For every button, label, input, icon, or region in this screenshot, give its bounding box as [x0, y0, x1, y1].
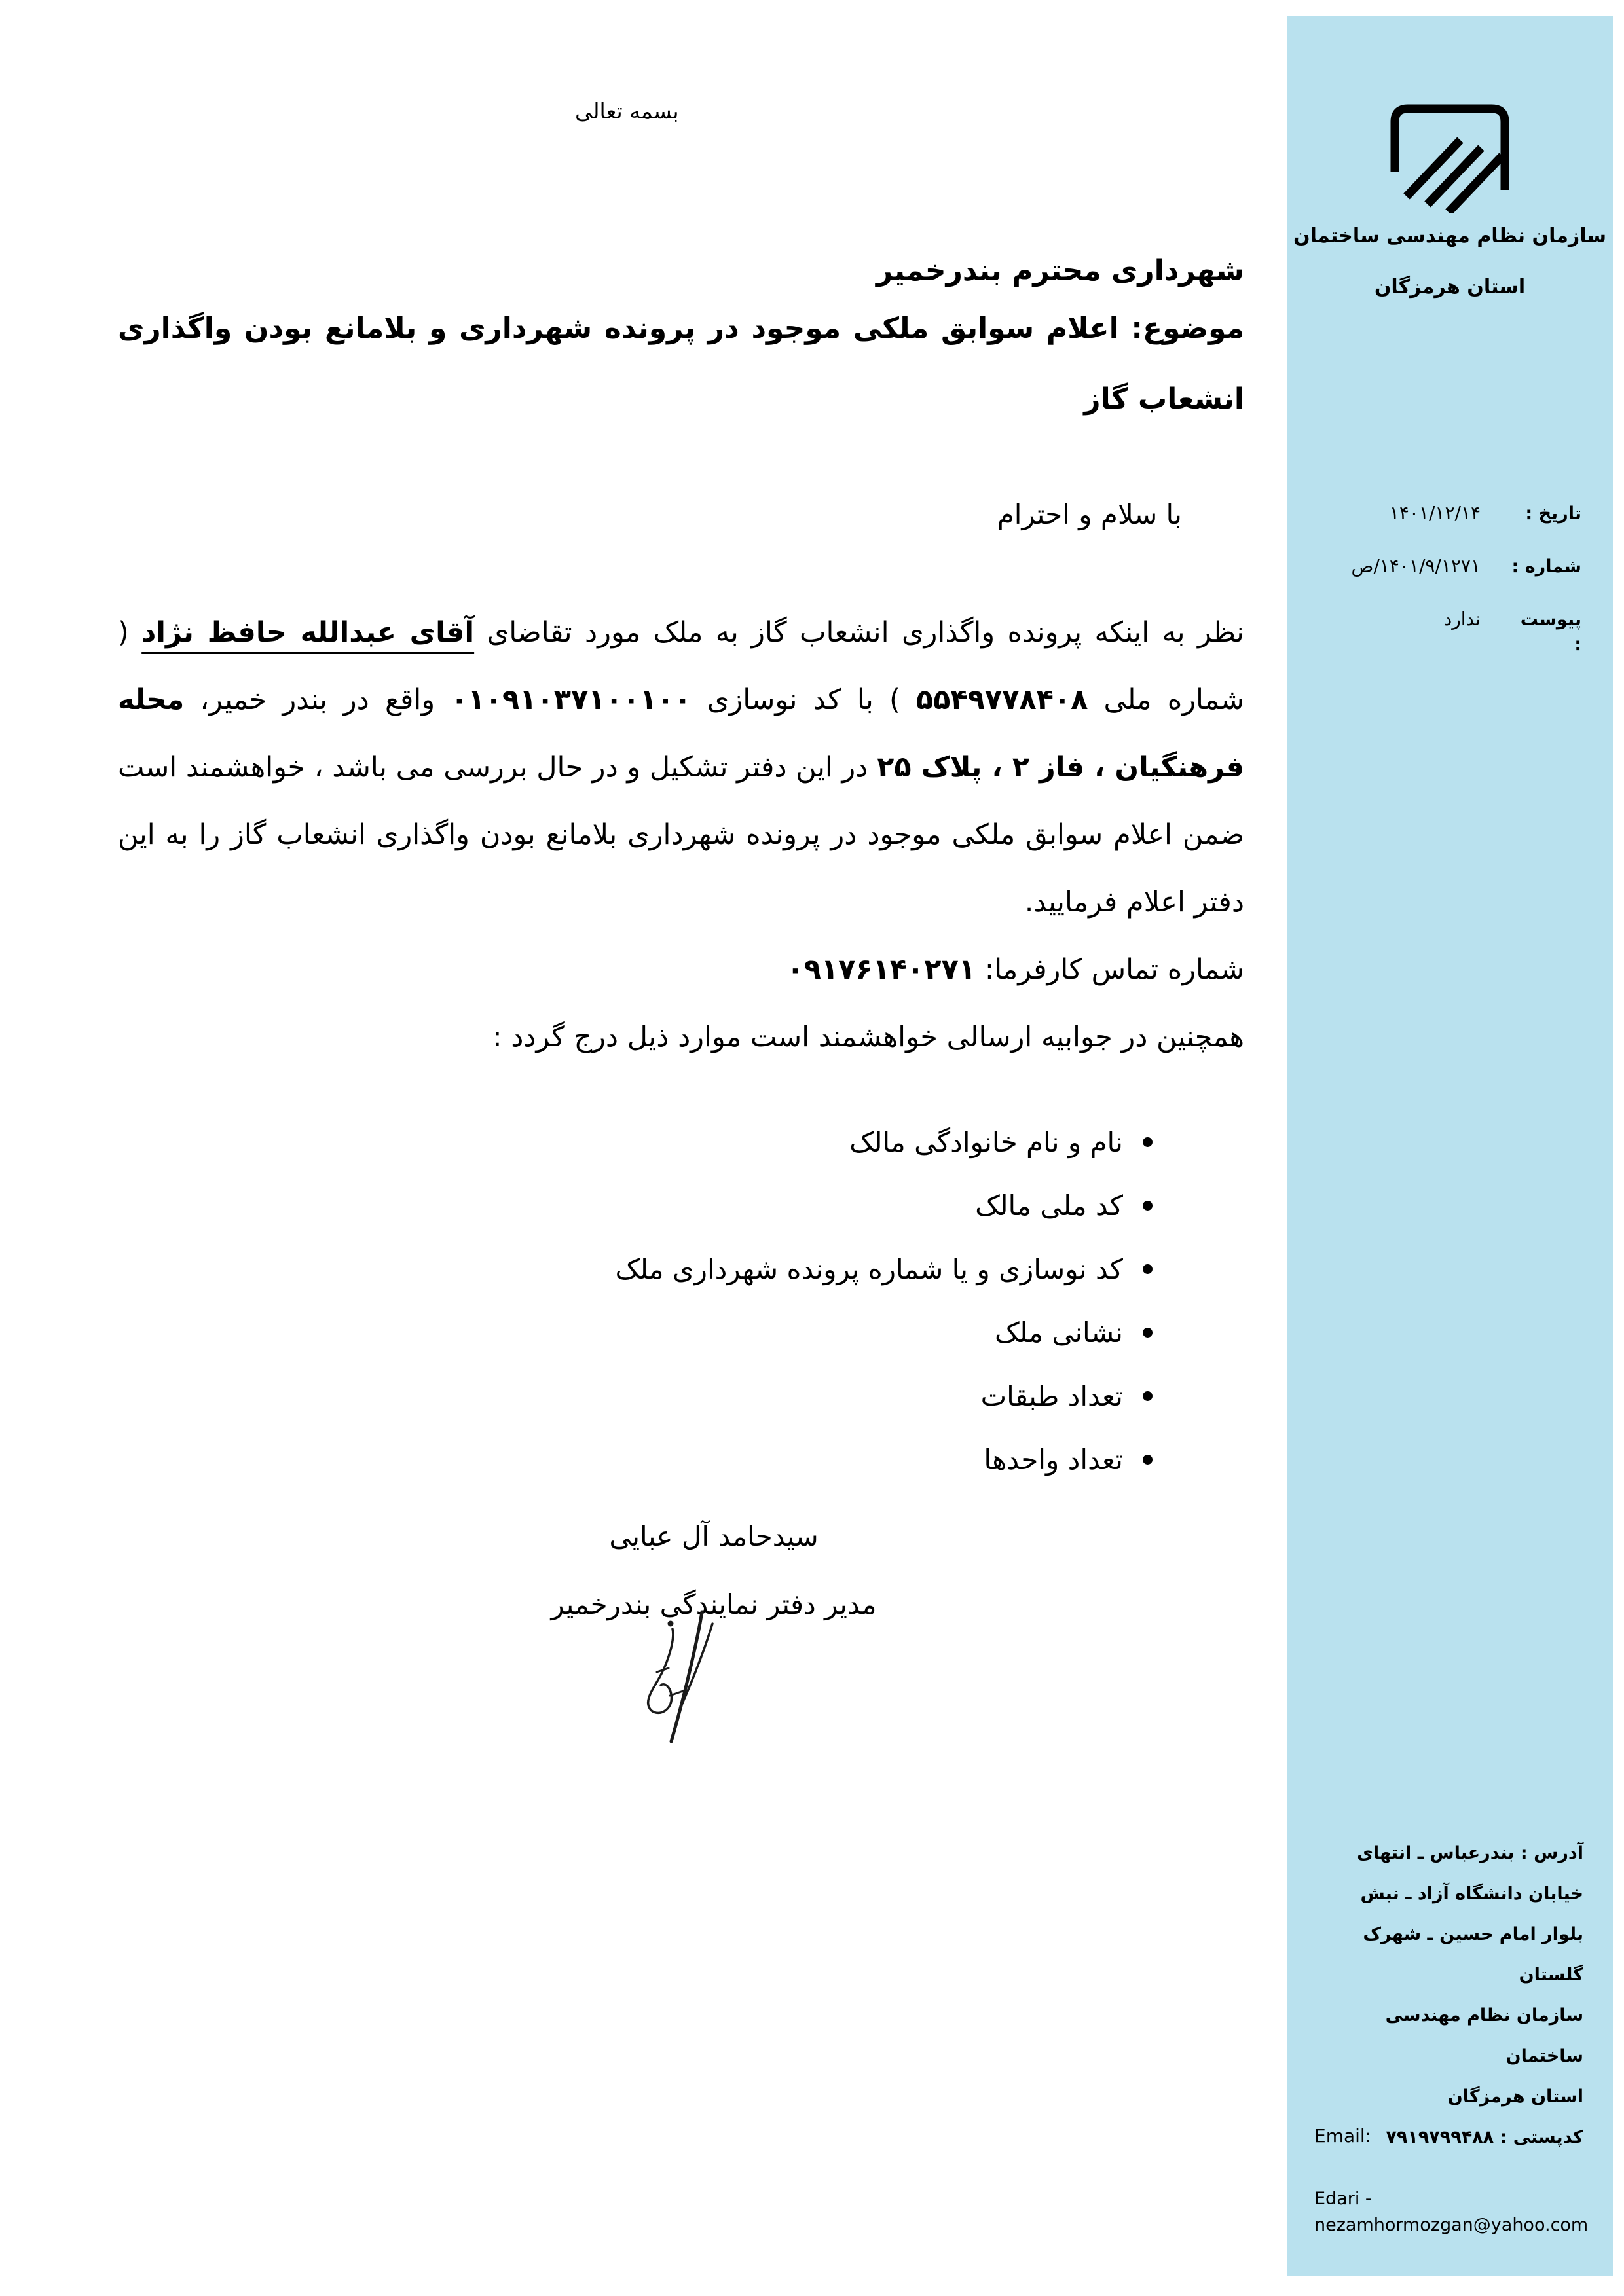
- contact-label: شماره تماس کارفرما:: [976, 953, 1244, 986]
- list-item: [118, 1237, 1153, 1301]
- bismillah-text: بسمه تعالی: [575, 98, 679, 124]
- applicant-name: آقای عبدالله حافظ نژاد: [141, 616, 475, 649]
- body-text-segment: ( شماره ملی: [118, 616, 1244, 716]
- body-text-segment: ) با کد نوسازی: [691, 683, 916, 716]
- address-line: استان هرمزگان: [1447, 2086, 1583, 2107]
- meta-value: ۱۴۰۱/۱۲/۱۴: [1389, 502, 1481, 524]
- list-item-label: نام و نام خانوادگی مالک: [849, 1126, 1123, 1158]
- meta-label: تاریخ :: [1525, 503, 1581, 524]
- address-block: [1287, 1833, 1613, 2158]
- meta-row: [1287, 554, 1613, 579]
- address-line: کدپستی : ۷۹۱۹۷۹۹۴۸۸: [1386, 2127, 1583, 2147]
- bullet-icon: [1143, 1201, 1153, 1211]
- signatory-title: مدیر دفتر نمایندگی بندرخمیر: [551, 1588, 877, 1620]
- address-line: آدرس : بندرعباس ـ انتهای: [1357, 1843, 1583, 1863]
- sidebar: [1287, 16, 1613, 2276]
- list-item-label: نشانی ملک: [995, 1317, 1123, 1349]
- address-line: گلستان: [1519, 1965, 1583, 1985]
- letter-meta: [1287, 501, 1613, 657]
- contact-line: [118, 936, 1244, 1004]
- body-text-segment: ۵۵۴۹۷۷۸۴۰۸: [915, 683, 1088, 716]
- meta-value: ندارد: [1443, 608, 1481, 630]
- bullet-icon: [1143, 1137, 1153, 1147]
- body-text-segment: واقع در بندر خمیر،: [184, 683, 451, 716]
- handwritten-signature-icon: [638, 1609, 724, 1743]
- list-item-label: تعداد واحدها: [984, 1444, 1123, 1476]
- meta-label: پیوست :: [1520, 610, 1581, 655]
- required-items-list: [118, 1110, 1153, 1491]
- email-value: Edari - nezamhormozgan@yahoo.com: [1314, 2189, 1589, 2235]
- body-text-segment: در این دفتر تشکیل و در حال بررسی می باشد ، خواهشمند است ضمن اعلام سوابق ملکی موجود در پرونده شهرداری بلامانع بودن واگذاری انشعاب گاز را به این دفتر اعلام فرمایید.: [118, 751, 1244, 919]
- bullet-icon: [1143, 1328, 1153, 1338]
- list-item: [118, 1174, 1153, 1237]
- address-line: بلوار امام حسین ـ شهرک: [1363, 1924, 1583, 1944]
- list-item: [118, 1428, 1153, 1491]
- meta-row: [1287, 501, 1613, 526]
- body-text-segment: محله فرهنگیان ، فاز ۲ ، پلاک ۲۵: [118, 683, 1244, 784]
- letter-text-flow: [118, 599, 1244, 1491]
- contact-number: ۰۹۱۷۶۱۴۰۲۷۱: [786, 953, 976, 986]
- list-item-label: کد نوسازی و یا شماره پرونده شهرداری ملک: [615, 1253, 1123, 1285]
- list-item: [118, 1364, 1153, 1428]
- request-line: همچنین در جوابیه ارسالی خواهشمند است موارد ذیل درج گردد :: [492, 1021, 1244, 1053]
- meta-label: شماره :: [1511, 556, 1581, 577]
- bullet-icon: [1143, 1455, 1153, 1465]
- body-text-segment: نظر به اینکه پرونده واگذاری انشعاب گاز به ملک مورد تقاضای: [474, 616, 1244, 649]
- organization-logo-icon: [1384, 98, 1515, 213]
- address-line: سازمان نظام مهندسی ساختمان: [1385, 2005, 1583, 2066]
- greeting-line: با سلام و احترام: [997, 498, 1182, 530]
- list-item: [118, 1301, 1153, 1364]
- address-line: خیابان دانشگاه آزاد ـ نبش: [1360, 1884, 1583, 1904]
- org-province: استان هرمزگان: [1374, 276, 1526, 299]
- subject-line: موضوع: اعلام سوابق ملکی موجود در پرونده شهرداری و بلامانع بودن واگذاری انشعاب گاز: [118, 312, 1244, 416]
- body-text-segment: ۰۱۰۹۱۰۳۷۱۰۰۱۰۰: [451, 683, 692, 716]
- email-block: [1287, 2123, 1613, 2238]
- recipient-line: شهرداری محترم بندرخمیر: [876, 254, 1244, 287]
- meta-value: ۱۴۰۱/۹/۱۲۷۱/ص: [1351, 555, 1481, 577]
- body-paragraph: [118, 599, 1244, 936]
- list-item-label: کد ملی مالک: [975, 1190, 1123, 1222]
- meta-row: [1287, 607, 1613, 657]
- bullet-icon: [1143, 1391, 1153, 1401]
- list-item-label: تعداد طبقات: [980, 1380, 1123, 1412]
- bullet-icon: [1143, 1264, 1153, 1274]
- signatory-name: سیدحامد آل عبایی: [609, 1520, 819, 1552]
- list-item: [118, 1110, 1153, 1174]
- org-name: سازمان نظام مهندسی ساختمان: [1293, 225, 1606, 247]
- email-label: Email:: [1314, 2125, 1372, 2147]
